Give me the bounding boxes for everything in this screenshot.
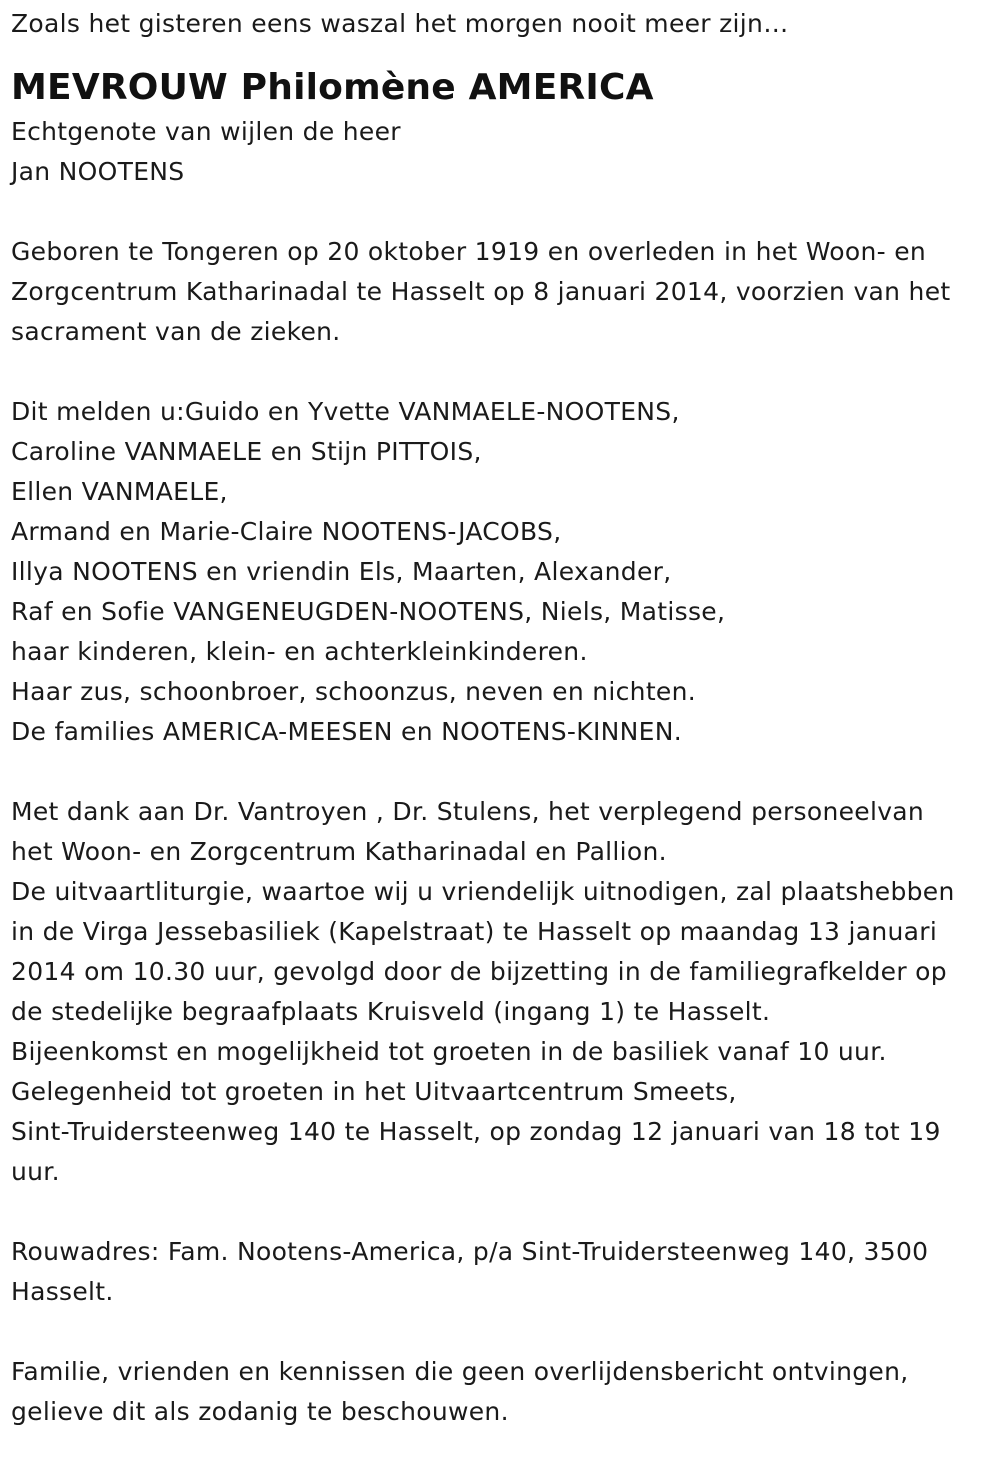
spacer (11, 352, 993, 392)
address-line: Rouwadres: Fam. Nootens-America, p/a Sint-Truidersteenweg 140, 3500 (11, 1237, 929, 1266)
family-line: De families AMERICA-MEESEN en NOOTENS-KINNEN. (11, 717, 682, 746)
funeral-line: de stedelijke begraafplaats Kruisveld (ingang 1) te Hasselt. (11, 997, 771, 1026)
family-line: Raf en Sofie VANGENEUGDEN-NOOTENS, Niels, Matisse, (11, 597, 726, 626)
spouse-block (11, 112, 993, 192)
mourning-address (11, 1232, 993, 1312)
funeral-paragraph (11, 792, 993, 1192)
family-line: Haar zus, schoonbroer, schoonzus, neven en nichten. (11, 677, 697, 706)
family-line: Ellen VANMAELE, (11, 477, 228, 506)
opening-quote: Zoals het gisteren eens waszal het morgen nooit meer zijn… (11, 9, 789, 38)
closing-line: Familie, vrienden en kennissen die geen overlijdensbericht ontvingen, (11, 1357, 909, 1386)
birth-death-line: Geboren te Tongeren op 20 oktober 1919 en overleden in het Woon- en (11, 237, 927, 266)
spouse-line: Echtgenote van wijlen de heer (11, 117, 401, 146)
funeral-line: in de Virga Jessebasiliek (Kapelstraat) te Hasselt op maandag 13 januari (11, 917, 938, 946)
family-line: haar kinderen, klein- en achterkleinkinderen. (11, 637, 588, 666)
funeral-line: 2014 om 10.30 uur, gevolgd door de bijzetting in de familiegrafkelder op (11, 957, 947, 986)
birth-death-line: Zorgcentrum Katharinadal te Hasselt op 8 januari 2014, voorzien van het (11, 277, 951, 306)
funeral-line: Bijeenkomst en mogelijkheid tot groeten in de basiliek vanaf 10 uur. (11, 1037, 887, 1066)
spacer (11, 1192, 993, 1232)
birth-death-paragraph (11, 232, 993, 352)
spacer (11, 192, 993, 232)
funeral-line: het Woon- en Zorgcentrum Katharinadal en Pallion. (11, 837, 667, 866)
closing-line: gelieve dit als zodanig te beschouwen. (11, 1397, 509, 1426)
family-line: Caroline VANMAELE en Stijn PITTOIS, (11, 437, 482, 466)
funeral-line: Sint-Truidersteenweg 140 te Hasselt, op zondag 12 januari van 18 tot 19 (11, 1117, 941, 1146)
spouse-line: Jan NOOTENS (11, 157, 185, 186)
funeral-line: Met dank aan Dr. Vantroyen , Dr. Stulens, het verplegend personeelvan (11, 797, 925, 826)
funeral-line: uur. (11, 1157, 60, 1186)
obituary-notice (11, 0, 993, 1432)
birth-death-line: sacrament van de zieken. (11, 317, 341, 346)
family-line: Dit melden u:Guido en Yvette VANMAELE-NOOTENS, (11, 397, 680, 426)
funeral-line: Gelegenheid tot groeten in het Uitvaartcentrum Smeets, (11, 1077, 737, 1106)
address-line: Hasselt. (11, 1277, 114, 1306)
closing-paragraph (11, 1352, 993, 1432)
deceased-name: MEVROUW Philomène AMERICA (11, 67, 654, 108)
family-line: Illya NOOTENS en vriendin Els, Maarten, Alexander, (11, 557, 672, 586)
spacer (11, 752, 993, 792)
family-paragraph (11, 392, 993, 752)
funeral-line: De uitvaartliturgie, waartoe wij u vriendelijk uitnodigen, zal plaatshebben (11, 877, 955, 906)
family-line: Armand en Marie-Claire NOOTENS-JACOBS, (11, 517, 562, 546)
spacer (11, 1312, 993, 1352)
